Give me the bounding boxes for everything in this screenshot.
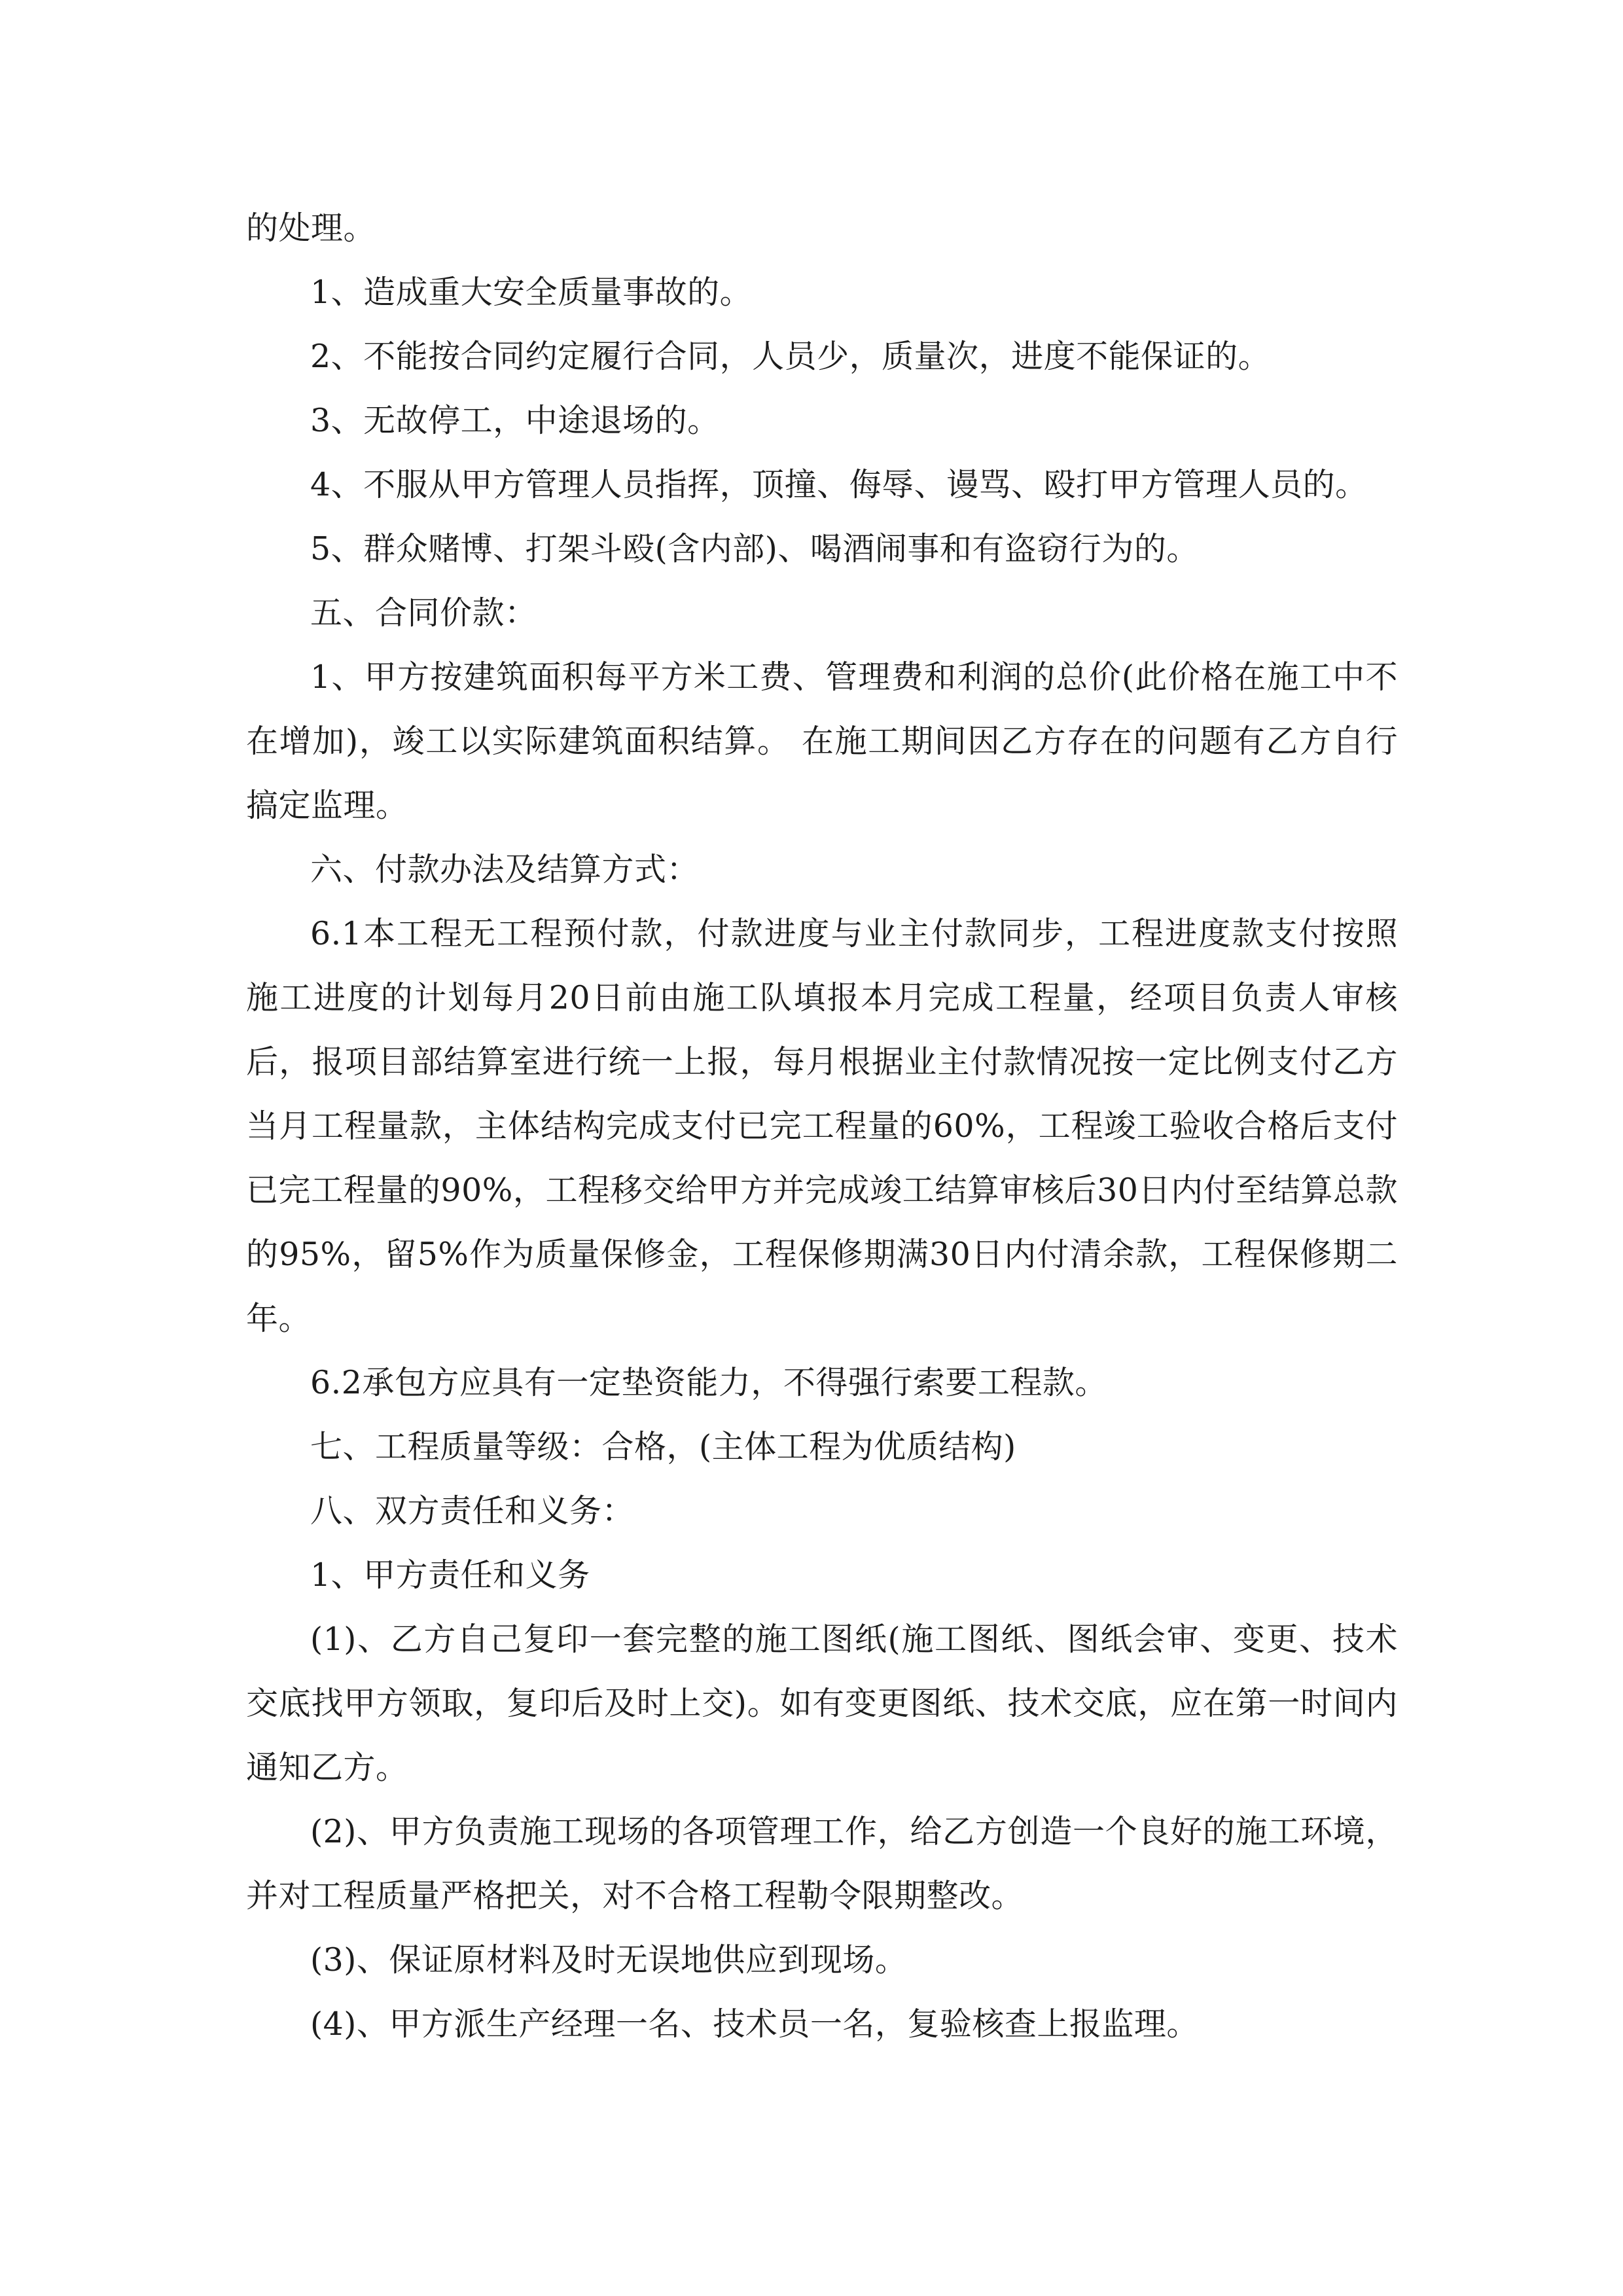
paragraph-continuation: 的处理。 [246,209,376,247]
section-heading-contract-price: 五、合同价款： [310,594,537,632]
paragraph-party-a-4: (4)、甲方派生产经理一名、技术员一名，复验核查上报监理。 [310,2005,1199,2043]
paragraph-item-4: 4、不服从甲方管理人员指挥，顶撞、侮辱、谩骂、殴打甲方管理人员的。 [310,466,1368,503]
section-heading-responsibilities: 八、双方责任和义务： [310,1492,635,1530]
paragraph-payment-6-1: 6.1本工程无工程预付款，付款进度与业主付款同步，工程进度款支付按照施工进度的计划每月20日前由施工队填报本月完成工程量，经项目负责人审核后，报项目部结算室进行统一上报，每月根据业主付款情况按一定比例支付乙方当月工程量款，主体结构完成支付已完工程量的60%，工程竣工验收合格后支付已完工程量的90%，工程移交给甲方并完成竣工结算审核后30日内付至结算总款的95%，留5%作为质量保修金，工程保修期满30日内付清余款，工程保修期二年。 [246,915,1398,1337]
paragraph-payment-6-2: 6.2承包方应具有一定垫资能力，不得强行索要工程款。 [310,1364,1107,1401]
paragraph-party-a-2: (2)、甲方负责施工现场的各项管理工作，给乙方创造一个良好的施工环境，并对工程质量严格把关，对不合格工程勒令限期整改。 [246,1813,1398,1914]
section-heading-payment: 六、付款办法及结算方式： [310,851,700,888]
paragraph-party-a-3: (3)、保证原材料及时无误地供应到现场。 [310,1941,908,1979]
paragraph-item-2: 2、不能按合同约定履行合同，人员少，质量次，进度不能保证的。 [310,338,1271,375]
document-body [246,196,1398,2056]
paragraph-item-3: 3、无故停工，中途退场的。 [310,402,720,439]
subheading-party-a: 1、甲方责任和义务 [310,1556,590,1594]
section-heading-quality: 七、工程质量等级：合格，(主体工程为优质结构) [310,1428,1016,1465]
paragraph-contract-price-1: 1、甲方按建筑面积每平方米工费、管理费和利润的总价(此价格在施工中不在增加)，竣工以实际建筑面积结算。 在施工期间因乙方存在的问题有乙方自行搞定监理。 [246,658,1398,824]
paragraph-party-a-1: (1)、乙方自己复印一套完整的施工图纸(施工图纸、图纸会审、变更、技术交底找甲方领取，复印后及时上交)。如有变更图纸、技术交底，应在第一时间内通知乙方。 [246,1621,1398,1786]
paragraph-item-1: 1、造成重大安全质量事故的。 [310,274,753,311]
paragraph-item-5: 5、群众赌博、打架斗殴(含内部)、喝酒闹事和有盗窃行为的。 [310,530,1199,567]
